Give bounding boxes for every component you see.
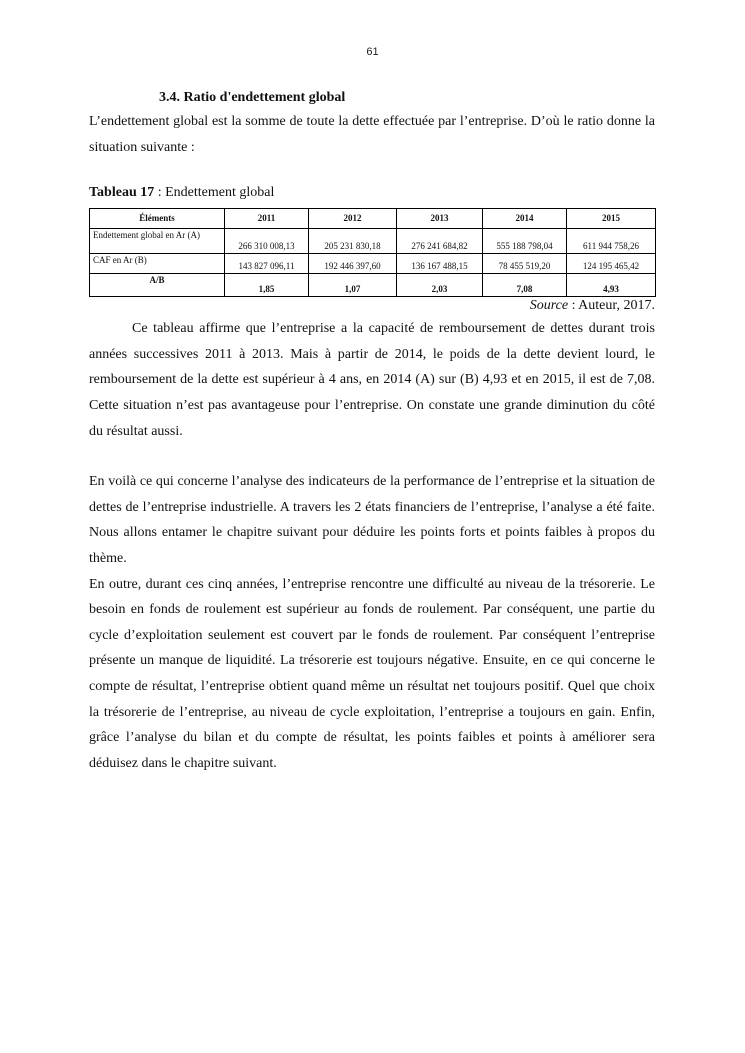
table-cell: 192 446 397,60 [309,254,397,274]
table-header-cell: 2012 [309,209,397,229]
table-row [90,274,656,297]
table-caption-title: : Endettement global [154,185,275,201]
table-cell: 136 167 488,15 [397,254,483,274]
section-heading: 3.4. Ratio d'endettement global [159,90,346,105]
table-header-cell: 2015 [567,209,656,229]
body-paragraph: En voilà ce qui concerne l’analyse des indicateurs de la performance de l’entreprise et la situation de dettes de l’entreprise industrielle. A travers les 2 états financiers de l’entreprise, l’analyse a été faite. Nous allons entamer le chapitre suivant pour déduire les points forts et points faibles à propos du thème. [89,474,655,566]
source-text: : Auteur, 2017. [568,298,655,314]
source-label: Source [529,298,569,314]
table-cell: 78 455 519,20 [483,254,567,274]
table-caption-number: Tableau 17 [89,185,155,201]
table-header-row [90,209,656,229]
table-cell: 205 231 830,18 [309,229,397,254]
table-caption [89,184,655,202]
table-cell: 276 241 684,82 [397,229,483,254]
table-cell: 124 195 465,42 [567,254,656,274]
table-row [90,254,656,274]
table-row [90,229,656,254]
table-cell: 1,07 [309,274,397,297]
body-paragraph: Ce tableau affirme que l’entreprise a la capacité de remboursement de dettes durant trois années successives 2011 à 2013. Mais à partir de 2014, le poids de la dette devient lourd, le remboursement de la dette est supérieur à 4 ans, en 2014 (A) sur (B) 4,93 et en 2015, il est de 7,08. Cette situation n’est pas avantageuse pour l’entreprise. On constate une grande diminution du côté du résultat aussi. [89,321,655,439]
table-cell: 555 188 798,04 [483,229,567,254]
table-cell: 4,93 [567,274,656,297]
debt-ratio-table [89,208,656,297]
table-cell: 7,08 [483,274,567,297]
page-content [89,89,655,776]
row-label: CAF en Ar (B) [90,254,225,274]
table-header-cell: 2014 [483,209,567,229]
table-cell: 266 310 008,13 [225,229,309,254]
table-header-cell: 2013 [397,209,483,229]
body-paragraph: En outre, durant ces cinq années, l’entreprise rencontre une difficulté au niveau de la trésorerie. Le besoin en fonds de roulement est supérieur au fonds de roulement. Par conséquent, une partie du cycle d’exploitation seulement est couvert par le fonds de roulement. Par conséquent l’entreprise présente un manque de liquidité. La trésorerie est toujours négative. Ensuite, en ce qui concerne le compte de résultat, l’entreprise obtient quand même un résultat net toujours positif. Quel que choix la trésorerie de l’entreprise, au niveau de cycle exploitation, l’entreprise a toujours en gain. Enfin, grâce l’analyse du bilan et du compte de résultat, les points faibles et points à améliorer sera déduisez dans le chapitre suivant. [89,576,655,771]
row-label: A/B [90,274,225,297]
table-cell: 143 827 096,11 [225,254,309,274]
table-cell: 611 944 758,26 [567,229,656,254]
table-cell: 2,03 [397,274,483,297]
table-header-cell: 2011 [225,209,309,229]
row-label: Endettement global en Ar (A) [90,229,225,254]
intro-paragraph: L’endettement global est la somme de toute la dette effectuée par l’entreprise. D’où le ratio donne la situation suivante : [89,114,655,155]
table-cell: 1,85 [225,274,309,297]
table-header-cell: Éléments [90,209,225,229]
page-number: 61 [366,46,379,58]
table-source [89,298,655,314]
